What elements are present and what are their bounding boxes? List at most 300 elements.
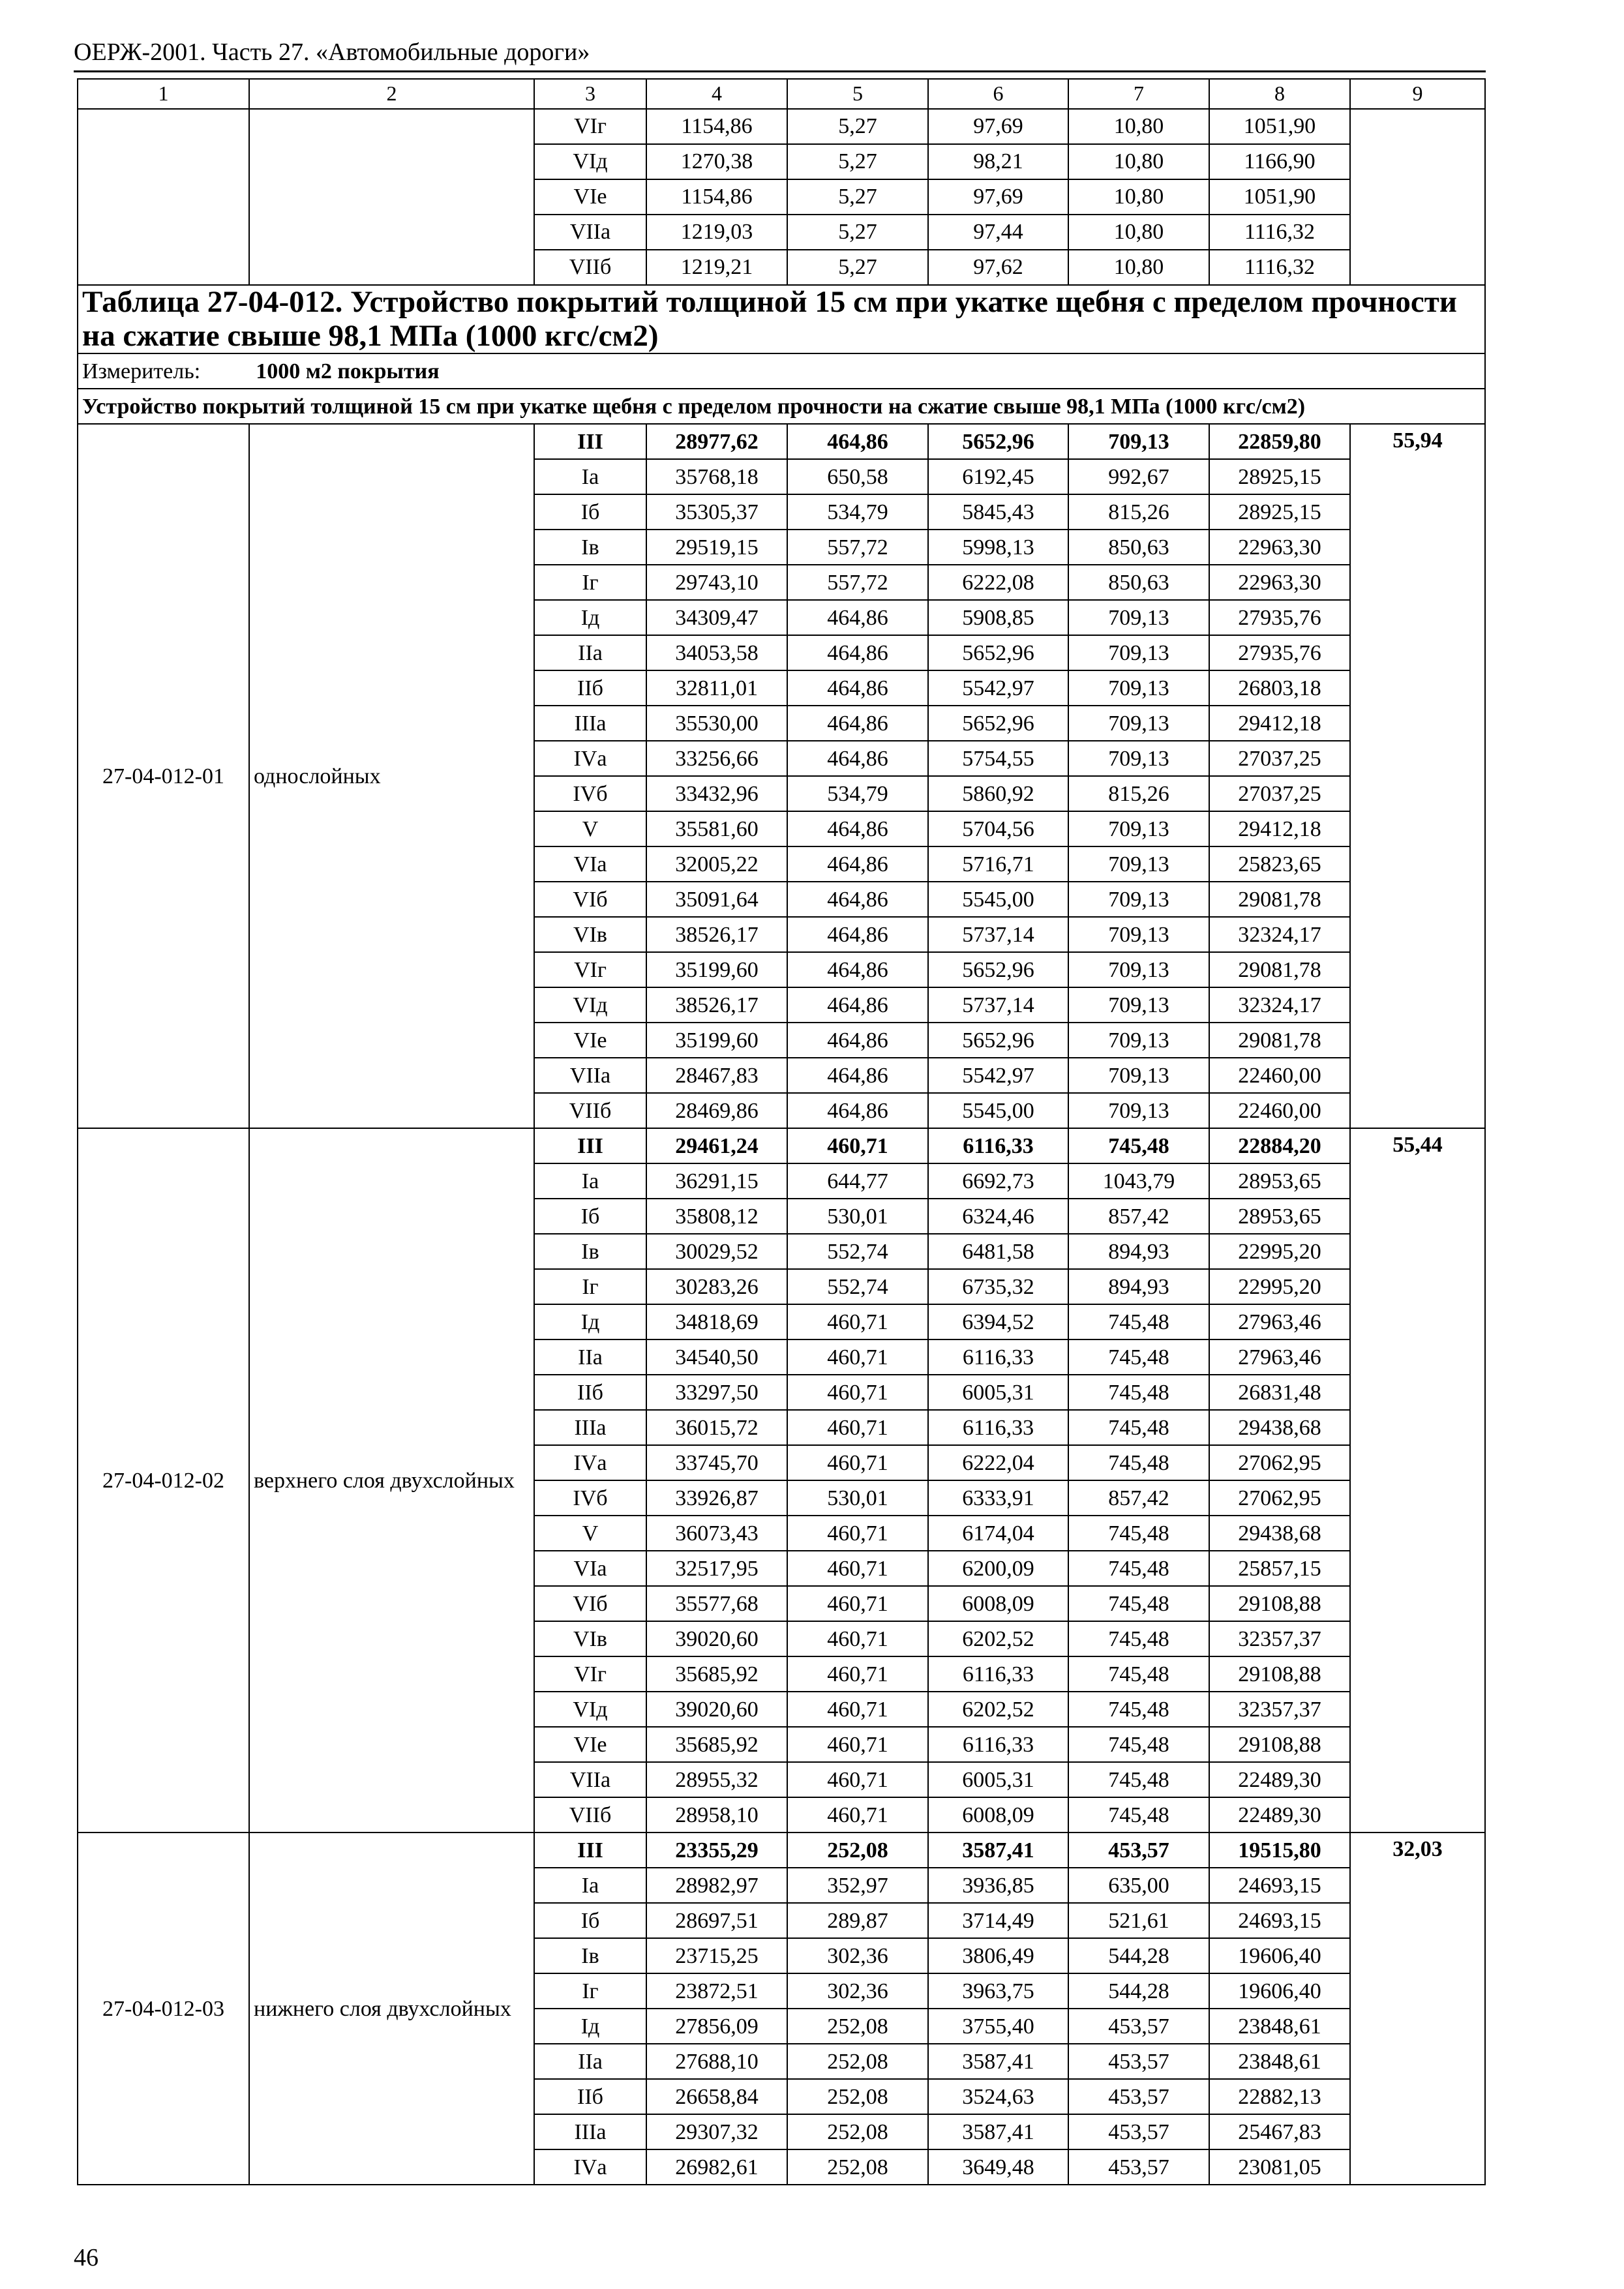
table-cell: 3806,49: [928, 1938, 1068, 1973]
table-cell: 3587,41: [928, 2114, 1068, 2149]
table-cell: III: [534, 1128, 646, 1163]
table-cell: 745,48: [1068, 1797, 1209, 1833]
table-cell: 464,86: [787, 952, 928, 987]
table-cell: 34540,50: [646, 1339, 787, 1375]
table-cell: 23848,61: [1209, 2044, 1350, 2079]
table-cell: 39020,60: [646, 1621, 787, 1656]
table-cell: 460,71: [787, 1445, 928, 1480]
table-cell: 302,36: [787, 1938, 928, 1973]
table-cell: 5545,00: [928, 1093, 1068, 1128]
table-cell: 34818,69: [646, 1304, 787, 1339]
table-cell: IIIа: [534, 2114, 646, 2149]
table-cell: 27935,76: [1209, 635, 1350, 670]
table-cell: 1116,32: [1209, 250, 1350, 285]
table-cell: IVб: [534, 776, 646, 811]
col9-cell: 55,94: [1350, 424, 1485, 1128]
table-cell: VIд: [534, 987, 646, 1023]
table-cell: 27963,46: [1209, 1304, 1350, 1339]
table-cell: IIб: [534, 670, 646, 706]
table-cell: 98,21: [928, 144, 1068, 179]
table-cell: 32357,37: [1209, 1692, 1350, 1727]
table-cell: 19606,40: [1209, 1938, 1350, 1973]
table-cell: 6116,33: [928, 1339, 1068, 1375]
table-cell: 464,86: [787, 1058, 928, 1093]
table-cell: 453,57: [1068, 1833, 1209, 1868]
table-cell: 33926,87: [646, 1480, 787, 1516]
table-cell: 22460,00: [1209, 1093, 1350, 1128]
table-cell: 464,86: [787, 741, 928, 776]
table-cell: 3755,40: [928, 2009, 1068, 2044]
table-cell: 35091,64: [646, 882, 787, 917]
table-cell: 28982,97: [646, 1868, 787, 1903]
col9-cell: 55,44: [1350, 1128, 1485, 1833]
table-cell: 894,93: [1068, 1234, 1209, 1269]
table-cell: 5845,43: [928, 494, 1068, 530]
table-cell: 1219,03: [646, 215, 787, 250]
table-cell: 5542,97: [928, 670, 1068, 706]
table-cell: 35577,68: [646, 1586, 787, 1621]
table-cell: 745,48: [1068, 1551, 1209, 1586]
code-cell: 27-04-012-03: [78, 1833, 249, 2185]
table-cell: 557,72: [787, 530, 928, 565]
table-cell: VIIб: [534, 1797, 646, 1833]
table-cell: 6202,52: [928, 1692, 1068, 1727]
table-cell: 534,79: [787, 494, 928, 530]
table-cell: 19515,80: [1209, 1833, 1350, 1868]
table-cell: 29108,88: [1209, 1586, 1350, 1621]
column-header: 1: [78, 79, 249, 109]
table-cell: IIб: [534, 1375, 646, 1410]
table-cell: 5652,96: [928, 952, 1068, 987]
table-cell: 22884,20: [1209, 1128, 1350, 1163]
table-cell: 38526,17: [646, 987, 787, 1023]
table-cell: VIIб: [534, 1093, 646, 1128]
table-cell: 1270,38: [646, 144, 787, 179]
table-cell: 464,86: [787, 635, 928, 670]
table-cell: 302,36: [787, 1973, 928, 2009]
price-table: [77, 78, 1486, 2185]
table-cell: Iд: [534, 600, 646, 635]
table-cell: 22963,30: [1209, 530, 1350, 565]
table-cell: 5,27: [787, 250, 928, 285]
table-cell: 252,08: [787, 2079, 928, 2114]
table-cell: 22489,30: [1209, 1762, 1350, 1797]
table-cell: IVа: [534, 2149, 646, 2185]
table-cell: 32324,17: [1209, 987, 1350, 1023]
table-cell: 464,86: [787, 917, 928, 952]
table-cell: 27688,10: [646, 2044, 787, 2079]
table-cell: 6200,09: [928, 1551, 1068, 1586]
table-cell: 460,71: [787, 1621, 928, 1656]
table-cell: 709,13: [1068, 1023, 1209, 1058]
column-header: 8: [1209, 79, 1350, 109]
table-cell: 27963,46: [1209, 1339, 1350, 1375]
table-cell: 453,57: [1068, 2079, 1209, 2114]
table-cell: 22460,00: [1209, 1058, 1350, 1093]
table-cell: 36073,43: [646, 1516, 787, 1551]
table-cell: 6174,04: [928, 1516, 1068, 1551]
table-cell: 252,08: [787, 2009, 928, 2044]
table-cell: 745,48: [1068, 1516, 1209, 1551]
table-cell: 709,13: [1068, 1093, 1209, 1128]
table-cell: Iб: [534, 1903, 646, 1938]
table-cell: 3524,63: [928, 2079, 1068, 2114]
table-cell: 745,48: [1068, 1692, 1209, 1727]
measure-label: Измеритель:: [82, 359, 201, 383]
table-cell: 10,80: [1068, 109, 1209, 144]
table-title: Таблица 27-04-012. Устройство покрытий толщиной 15 см при укатке щебня с пределом прочности на сжатие свыше 98,1 МПа (1000 кгс/см2): [78, 285, 1485, 353]
table-cell: 25467,83: [1209, 2114, 1350, 2149]
measure-value: 1000 м2 покрытия: [256, 359, 440, 383]
table-cell: 28925,15: [1209, 494, 1350, 530]
table-cell: 5545,00: [928, 882, 1068, 917]
table-cell: 97,44: [928, 215, 1068, 250]
table-cell: 10,80: [1068, 250, 1209, 285]
table-cell: 24693,15: [1209, 1868, 1350, 1903]
table-cell: Iг: [534, 1973, 646, 2009]
table-cell: 29081,78: [1209, 952, 1350, 987]
table-cell: 460,71: [787, 1692, 928, 1727]
table-cell: 6222,08: [928, 565, 1068, 600]
table-cell: 29081,78: [1209, 1023, 1350, 1058]
page-header: ОЕРЖ-2001. Часть 27. «Автомобильные дороги»: [74, 38, 590, 66]
table-cell: IIа: [534, 2044, 646, 2079]
table-cell: 745,48: [1068, 1410, 1209, 1445]
table-cell: 22859,80: [1209, 424, 1350, 459]
table-cell: 460,71: [787, 1551, 928, 1586]
table-cell: 30283,26: [646, 1269, 787, 1304]
table-cell: 464,86: [787, 424, 928, 459]
table-cell: VIб: [534, 882, 646, 917]
table-cell: 815,26: [1068, 776, 1209, 811]
table-cell: 5,27: [787, 144, 928, 179]
table-cell: 857,42: [1068, 1199, 1209, 1234]
table-cell: 552,74: [787, 1269, 928, 1304]
table-cell: 29307,32: [646, 2114, 787, 2149]
table-cell: 352,97: [787, 1868, 928, 1903]
table-cell: Iд: [534, 2009, 646, 2044]
table-cell: 10,80: [1068, 144, 1209, 179]
name-cell: [249, 109, 534, 285]
table-cell: VIе: [534, 179, 646, 215]
table-cell: 252,08: [787, 2044, 928, 2079]
table-cell: 27856,09: [646, 2009, 787, 2044]
table-cell: 22995,20: [1209, 1234, 1350, 1269]
table-cell: 709,13: [1068, 1058, 1209, 1093]
table-cell: 23872,51: [646, 1973, 787, 2009]
column-header-row: [78, 79, 1485, 109]
table-cell: 22489,30: [1209, 1797, 1350, 1833]
table-cell: IIа: [534, 635, 646, 670]
table-cell: 33256,66: [646, 741, 787, 776]
table-row: [78, 109, 1485, 144]
col9-cell: 32,03: [1350, 1833, 1485, 2185]
table-cell: 709,13: [1068, 917, 1209, 952]
table-cell: 453,57: [1068, 2044, 1209, 2079]
table-cell: VIе: [534, 1023, 646, 1058]
table-cell: 39020,60: [646, 1692, 787, 1727]
table-cell: 26803,18: [1209, 670, 1350, 706]
table-cell: 32005,22: [646, 846, 787, 882]
table-cell: 5737,14: [928, 987, 1068, 1023]
table-cell: 35685,92: [646, 1656, 787, 1692]
table-cell: 544,28: [1068, 1973, 1209, 2009]
table-cell: VIг: [534, 109, 646, 144]
table-cell: 5754,55: [928, 741, 1068, 776]
table-cell: 709,13: [1068, 846, 1209, 882]
table-cell: 709,13: [1068, 670, 1209, 706]
table-subtitle: Устройство покрытий толщиной 15 см при укатке щебня с пределом прочности на сжатие свыше 98,1 МПа (1000 кгс/см2): [78, 389, 1485, 424]
table-cell: 745,48: [1068, 1445, 1209, 1480]
table-cell: 29412,18: [1209, 811, 1350, 846]
table-cell: 10,80: [1068, 179, 1209, 215]
table-cell: 35199,60: [646, 1023, 787, 1058]
table-cell: 252,08: [787, 1833, 928, 1868]
table-cell: 32357,37: [1209, 1621, 1350, 1656]
column-header: 3: [534, 79, 646, 109]
table-cell: 6692,73: [928, 1163, 1068, 1199]
table-cell: 850,63: [1068, 530, 1209, 565]
table-cell: 26658,84: [646, 2079, 787, 2114]
table-cell: 23081,05: [1209, 2149, 1350, 2185]
table-cell: 745,48: [1068, 1128, 1209, 1163]
table-cell: 5998,13: [928, 530, 1068, 565]
table-cell: 28925,15: [1209, 459, 1350, 494]
table-cell: Iб: [534, 494, 646, 530]
table-cell: 1154,86: [646, 109, 787, 144]
table-cell: 5652,96: [928, 635, 1068, 670]
table-cell: 23355,29: [646, 1833, 787, 1868]
table-cell: 27935,76: [1209, 600, 1350, 635]
table-cell: 5716,71: [928, 846, 1068, 882]
table-cell: V: [534, 811, 646, 846]
table-cell: 534,79: [787, 776, 928, 811]
table-cell: VIд: [534, 1692, 646, 1727]
name-cell: верхнего слоя двухслойных: [249, 1128, 534, 1833]
table-cell: 709,13: [1068, 987, 1209, 1023]
table-cell: 22995,20: [1209, 1269, 1350, 1304]
table-cell: IIа: [534, 1339, 646, 1375]
name-cell: однослойных: [249, 424, 534, 1128]
table-cell: 709,13: [1068, 424, 1209, 459]
table-cell: 29461,24: [646, 1128, 787, 1163]
table-cell: 464,86: [787, 600, 928, 635]
table-cell: 6202,52: [928, 1621, 1068, 1656]
measure-row: [78, 353, 1485, 389]
table-row: [78, 1128, 1485, 1163]
name-cell: нижнего слоя двухслойных: [249, 1833, 534, 2185]
table-cell: 3714,49: [928, 1903, 1068, 1938]
table-cell: 35685,92: [646, 1727, 787, 1762]
table-cell: 745,48: [1068, 1586, 1209, 1621]
col9-cell: [1350, 109, 1485, 285]
table-cell: IIIа: [534, 706, 646, 741]
table-cell: 709,13: [1068, 741, 1209, 776]
table-cell: VIд: [534, 144, 646, 179]
table-cell: 28977,62: [646, 424, 787, 459]
table-cell: IIб: [534, 2079, 646, 2114]
table-title-row: [78, 285, 1485, 353]
table-cell: 453,57: [1068, 2149, 1209, 2185]
table-cell: 6481,58: [928, 1234, 1068, 1269]
table-cell: 5,27: [787, 215, 928, 250]
table-cell: 464,86: [787, 1093, 928, 1128]
table-cell: 745,48: [1068, 1375, 1209, 1410]
table-cell: 6222,04: [928, 1445, 1068, 1480]
table-cell: 30029,52: [646, 1234, 787, 1269]
table-cell: 3649,48: [928, 2149, 1068, 2185]
table-cell: 28697,51: [646, 1903, 787, 1938]
table-cell: 460,71: [787, 1339, 928, 1375]
table-cell: 460,71: [787, 1410, 928, 1445]
table-cell: Iв: [534, 1234, 646, 1269]
table-cell: 460,71: [787, 1304, 928, 1339]
table-cell: IVб: [534, 1480, 646, 1516]
table-cell: 5652,96: [928, 706, 1068, 741]
table-cell: Iд: [534, 1304, 646, 1339]
table-cell: VIг: [534, 952, 646, 987]
code-cell: 27-04-012-01: [78, 424, 249, 1128]
table-cell: 29412,18: [1209, 706, 1350, 741]
table-cell: 460,71: [787, 1516, 928, 1551]
table-cell: 27037,25: [1209, 776, 1350, 811]
table-cell: 709,13: [1068, 706, 1209, 741]
table-cell: 25823,65: [1209, 846, 1350, 882]
table-cell: 5652,96: [928, 424, 1068, 459]
table-cell: IIIа: [534, 1410, 646, 1445]
table-cell: VIа: [534, 846, 646, 882]
table-cell: 252,08: [787, 2114, 928, 2149]
table-cell: 460,71: [787, 1762, 928, 1797]
column-header: 2: [249, 79, 534, 109]
table-cell: 27037,25: [1209, 741, 1350, 776]
table-cell: 5908,85: [928, 600, 1068, 635]
code-cell: 27-04-012-02: [78, 1128, 249, 1833]
table-cell: 6116,33: [928, 1656, 1068, 1692]
table-cell: 252,08: [787, 2149, 928, 2185]
table-cell: 34053,58: [646, 635, 787, 670]
table-cell: 33745,70: [646, 1445, 787, 1480]
table-cell: 22882,13: [1209, 2079, 1350, 2114]
table-cell: 3587,41: [928, 2044, 1068, 2079]
table-cell: 29743,10: [646, 565, 787, 600]
table-cell: 1051,90: [1209, 109, 1350, 144]
table-cell: 32811,01: [646, 670, 787, 706]
table-cell: 5652,96: [928, 1023, 1068, 1058]
table-cell: 1166,90: [1209, 144, 1350, 179]
table-cell: 5,27: [787, 179, 928, 215]
table-cell: 815,26: [1068, 494, 1209, 530]
table-cell: 28953,65: [1209, 1163, 1350, 1199]
table-cell: 36291,15: [646, 1163, 787, 1199]
subtitle-row: [78, 389, 1485, 424]
table-cell: 27062,95: [1209, 1445, 1350, 1480]
table-cell: 557,72: [787, 565, 928, 600]
table-cell: 6394,52: [928, 1304, 1068, 1339]
table-cell: 1154,86: [646, 179, 787, 215]
table-cell: 23715,25: [646, 1938, 787, 1973]
table-cell: 552,74: [787, 1234, 928, 1269]
table-cell: 453,57: [1068, 2009, 1209, 2044]
table-cell: 29438,68: [1209, 1516, 1350, 1551]
table-cell: 745,48: [1068, 1727, 1209, 1762]
table-cell: VIIб: [534, 250, 646, 285]
table-cell: 5542,97: [928, 1058, 1068, 1093]
table-cell: 35305,37: [646, 494, 787, 530]
table-cell: 6008,09: [928, 1586, 1068, 1621]
table-cell: 29519,15: [646, 530, 787, 565]
table-cell: 464,86: [787, 882, 928, 917]
page-number: 46: [74, 2244, 98, 2271]
table-cell: VIб: [534, 1586, 646, 1621]
table-cell: 25857,15: [1209, 1551, 1350, 1586]
table-cell: 1051,90: [1209, 179, 1350, 215]
table-cell: 34309,47: [646, 600, 787, 635]
table-cell: 28955,32: [646, 1762, 787, 1797]
table-cell: 5737,14: [928, 917, 1068, 952]
table-cell: 29108,88: [1209, 1727, 1350, 1762]
table-cell: 6735,32: [928, 1269, 1068, 1304]
table-cell: 6116,33: [928, 1727, 1068, 1762]
table-cell: 6008,09: [928, 1797, 1068, 1833]
table-cell: 464,86: [787, 706, 928, 741]
table-cell: 460,71: [787, 1797, 928, 1833]
measure-cell: [78, 353, 1485, 389]
table-cell: 6192,45: [928, 459, 1068, 494]
table-cell: 35768,18: [646, 459, 787, 494]
table-cell: 3587,41: [928, 1833, 1068, 1868]
table-cell: 26831,48: [1209, 1375, 1350, 1410]
table-cell: VIг: [534, 1656, 646, 1692]
table-cell: 97,69: [928, 109, 1068, 144]
table-cell: 3936,85: [928, 1868, 1068, 1903]
table-cell: 745,48: [1068, 1304, 1209, 1339]
table-cell: 28467,83: [646, 1058, 787, 1093]
code-cell: [78, 109, 249, 285]
table-cell: 1219,21: [646, 250, 787, 285]
table-cell: Iв: [534, 530, 646, 565]
table-cell: IVа: [534, 741, 646, 776]
table-cell: 453,57: [1068, 2114, 1209, 2149]
table-cell: 22963,30: [1209, 565, 1350, 600]
table-cell: 464,86: [787, 1023, 928, 1058]
table-cell: 27062,95: [1209, 1480, 1350, 1516]
table-cell: 460,71: [787, 1727, 928, 1762]
table-cell: 745,48: [1068, 1656, 1209, 1692]
table-cell: 709,13: [1068, 600, 1209, 635]
table-cell: 464,86: [787, 670, 928, 706]
table-cell: 857,42: [1068, 1480, 1209, 1516]
table-cell: 745,48: [1068, 1762, 1209, 1797]
table-cell: 709,13: [1068, 882, 1209, 917]
table-cell: 35199,60: [646, 952, 787, 987]
table-cell: 32517,95: [646, 1551, 787, 1586]
table-cell: 530,01: [787, 1480, 928, 1516]
table-cell: 23848,61: [1209, 2009, 1350, 2044]
table-cell: Iа: [534, 1163, 646, 1199]
table-cell: 33297,50: [646, 1375, 787, 1410]
table-cell: Iа: [534, 1868, 646, 1903]
table-cell: Iг: [534, 565, 646, 600]
table-cell: III: [534, 424, 646, 459]
table-cell: VIв: [534, 1621, 646, 1656]
table-cell: III: [534, 1833, 646, 1868]
table-cell: VIа: [534, 1551, 646, 1586]
table-cell: 24693,15: [1209, 1903, 1350, 1938]
table-cell: 97,62: [928, 250, 1068, 285]
table-cell: 460,71: [787, 1586, 928, 1621]
table-cell: 26982,61: [646, 2149, 787, 2185]
